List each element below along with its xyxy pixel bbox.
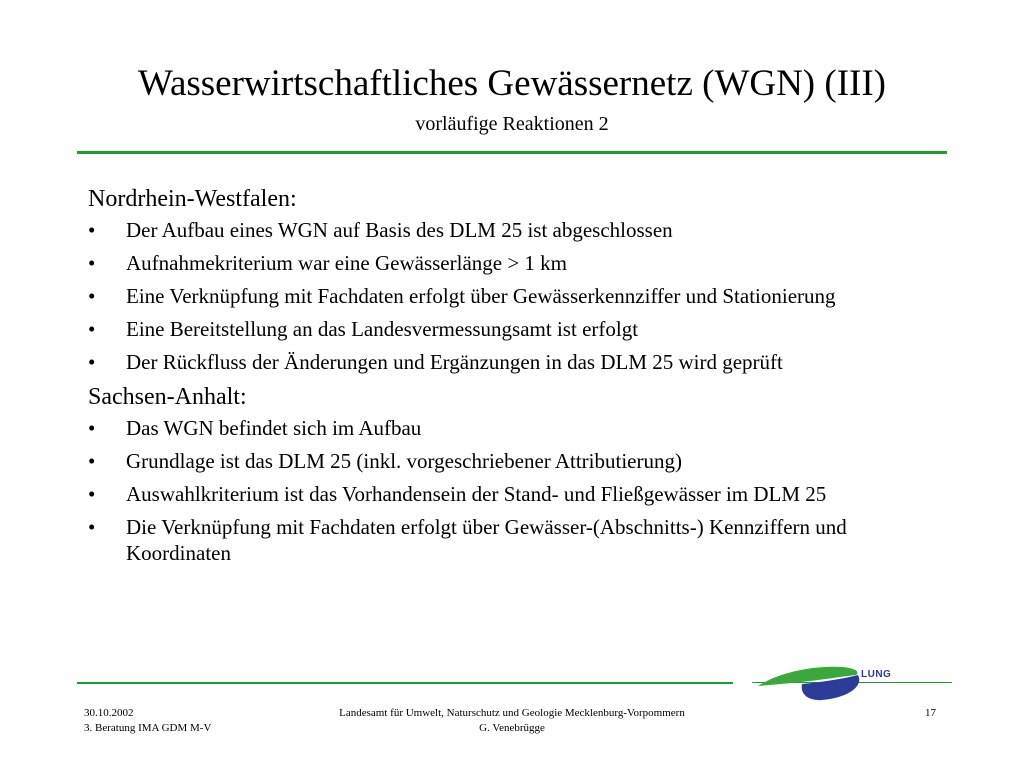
slide-subtitle: vorläufige Reaktionen 2 [415,113,609,135]
lung-logo [752,660,952,704]
bullet-item [88,316,948,342]
bullet-item [88,448,948,474]
bullet-icon: • [88,350,96,374]
bullet-icon: • [88,515,96,539]
bullet-item [88,481,948,507]
bullet-text: Auswahlkriterium ist das Vorhandensein der Stand- und Fließgewässer im DLM 25 [126,482,827,506]
bullet-text: Das WGN befindet sich im Aufbau [126,416,422,440]
bullet-text: Grundlage ist das DLM 25 (inkl. vorgeschriebener Attributierung) [126,449,682,473]
logo-text: LUNG [861,669,892,680]
bullet-icon: • [88,416,96,440]
footer-meeting: 3. Beratung IMA GDM M-V [84,722,212,734]
footer-author: G. Venebrügge [479,722,545,734]
bullet-text: Die Verknüpfung mit Fachdaten erfolgt über Gewässer-(Abschnitts-) Kennziffern und Koordinaten [126,515,847,565]
bullet-item [88,283,948,309]
bullet-icon: • [88,218,96,242]
page-number: 17 [925,707,936,719]
bullet-text: Eine Verknüpfung mit Fachdaten erfolgt über Gewässerkennziffer und Stationierung [126,284,836,308]
bullet-text: Der Aufbau eines WGN auf Basis des DLM 25 ist abgeschlossen [126,218,673,242]
bullet-icon: • [88,482,96,506]
footer-left [84,706,211,736]
slide-title: Wasserwirtschaftliches Gewässernetz (WGN) (III) [138,63,886,104]
bullet-text: Der Rückfluss der Änderungen und Ergänzungen in das DLM 25 wird geprüft [126,350,783,374]
bullet-item [88,250,948,276]
section-heading-sachsen-anhalt: Sachsen-Anhalt: [88,384,247,410]
bullet-item [88,514,948,566]
bullet-list-nrw [88,217,948,375]
bullet-item [88,415,948,441]
slide-content [88,184,948,573]
bullet-list-sachsen-anhalt [88,415,948,566]
footer-organization: Landesamt für Umwelt, Naturschutz und Geologie Mecklenburg-Vorpommern [339,707,685,719]
bullet-icon: • [88,317,96,341]
bullet-item [88,349,948,375]
bullet-icon: • [88,251,96,275]
bullet-icon: • [88,449,96,473]
bullet-icon: • [88,284,96,308]
bullet-text: Eine Bereitstellung an das Landesvermessungsamt ist erfolgt [126,317,639,341]
footer-center [280,706,744,736]
title-divider [77,151,947,154]
footer-date: 30.10.2002 [84,707,134,719]
bullet-item [88,217,948,243]
section-heading-nrw: Nordrhein-Westfalen: [88,186,297,212]
bullet-text: Aufnahmekriterium war eine Gewässerlänge > 1 km [126,251,568,275]
footer-divider [77,682,733,684]
